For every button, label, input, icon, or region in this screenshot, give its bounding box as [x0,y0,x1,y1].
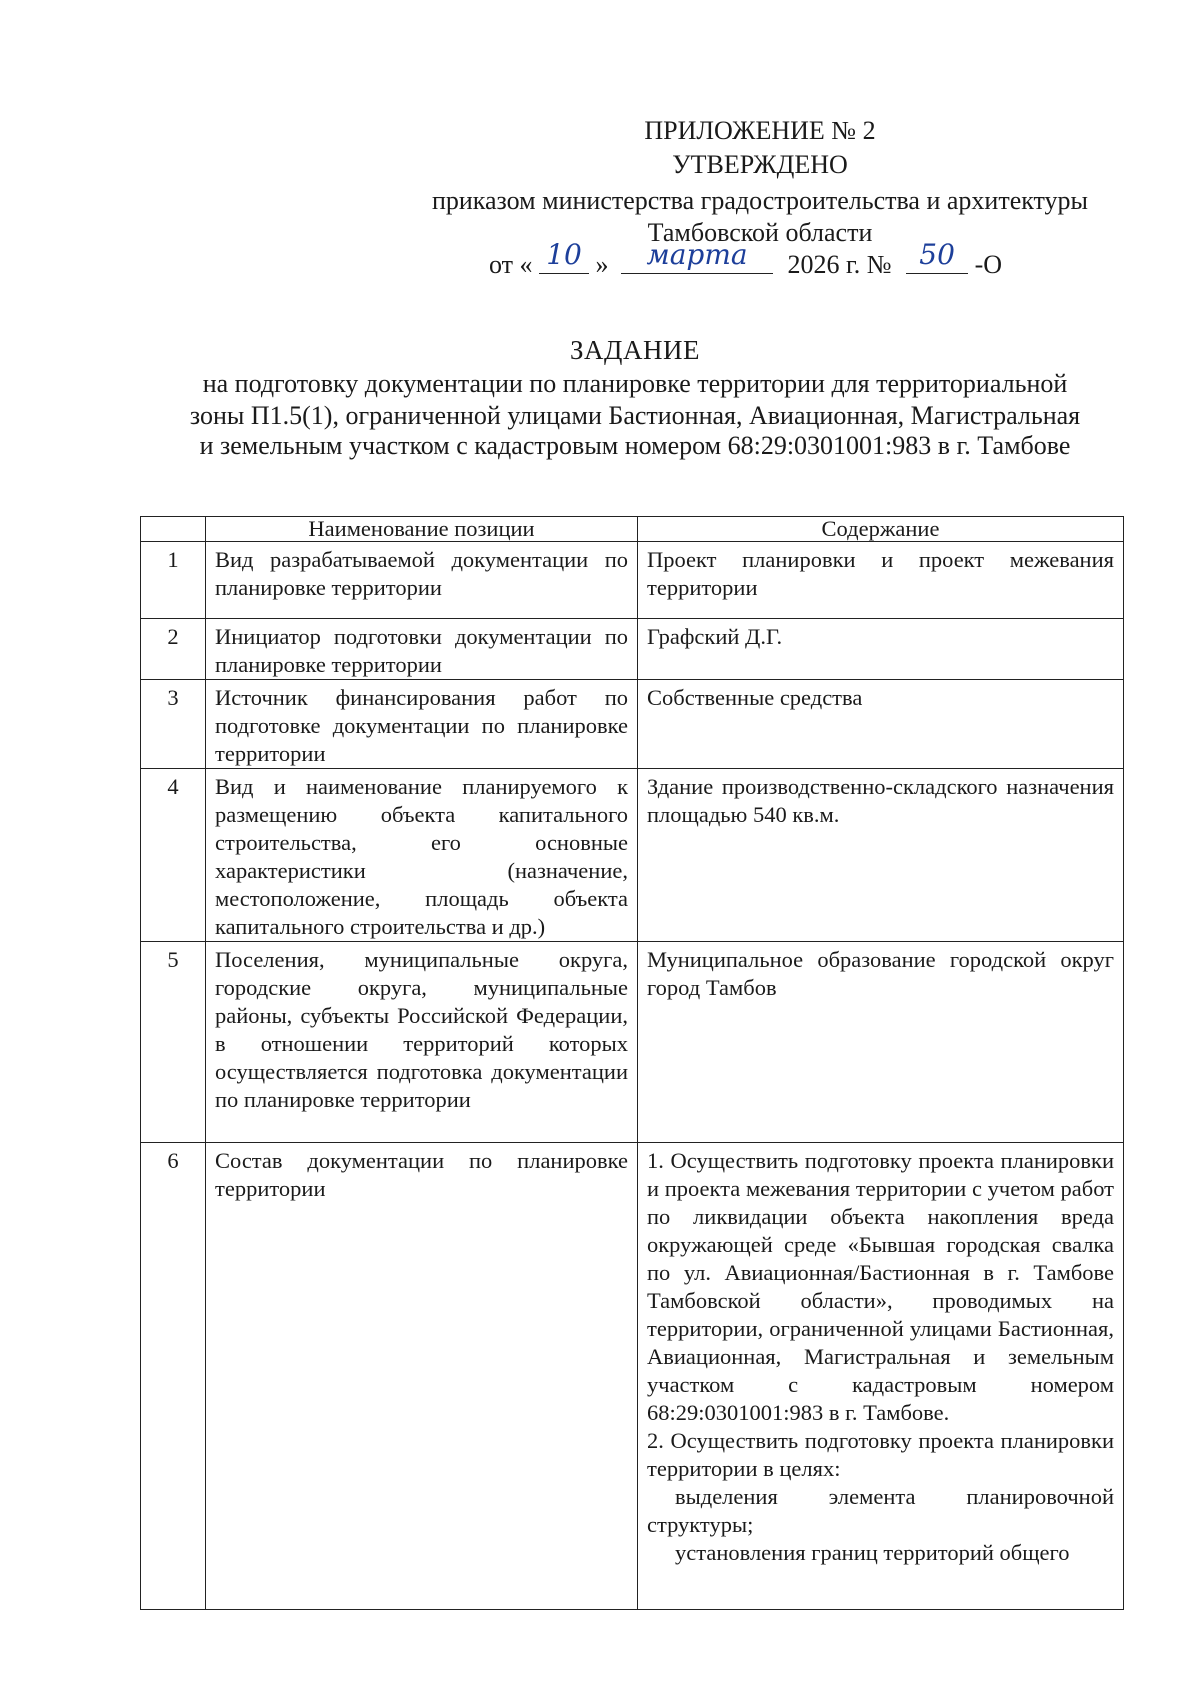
subtitle-line-2: зоны П1.5(1), ограниченной улицами Бастионная, Авиационная, Магистральная [189,401,1081,430]
handwritten-day: 10 [546,238,582,271]
row-name: Поселения, муниципальные округа, городские округа, муниципальные районы, субъекты Российской Федерации, в отношении территорий которых осуществляется подготовка документации по планировке территории [206,942,638,1143]
header-position-name: Наименование позиции [206,517,638,542]
region-name: Тамбовской области [647,218,873,247]
date-prefix: от « [489,250,533,279]
row-number: 5 [141,942,206,1143]
row-name: Вид разрабатываемой документации по планировке территории [206,542,638,619]
order-date-line [489,238,1003,290]
approval-stamp [380,148,1140,182]
row-number: 2 [141,619,206,680]
header-content: Содержание [638,517,1124,542]
content-paragraph-4: установления границ территорий общего [675,1540,1070,1565]
table-header-row [141,517,1124,542]
order-suffix: -О [974,250,1003,279]
table-row [141,1143,1124,1610]
header-number [141,517,206,542]
handwritten-order-number: 50 [919,238,955,271]
row-name: Состав документации по планировке территории [206,1143,638,1610]
table-row [141,619,1124,680]
content-paragraph-2: 2. Осуществить подготовку проекта планировки территории в целях: [647,1428,1114,1481]
content-paragraph-1: 1. Осуществить подготовку проекта планировки и проекта межевания территории с учетом работ по ликвидации объекта накопления вреда окружающей среде «Бывшая городская свалка по ул. Авиационная/Бастионная в г. Тамбове Тамбовской области», проводимых на территории, ограниченной улицами Бастионная, Авиационная, Магистральная и земельным участком с кадастровым номером 68:29:0301001:983 в г. Тамбове. [647,1148,1114,1425]
row-content [638,1143,1124,1610]
row-name: Источник финансирования работ по подготовке документации по планировке территории [206,680,638,769]
row-number: 6 [141,1143,206,1610]
annex-label: ПРИЛОЖЕНИЕ № 2 [644,116,876,145]
date-mid: » [595,250,609,279]
table-row [141,542,1124,619]
subtitle-line-1: на подготовку документации по планировке территории для территориальной [202,369,1068,398]
row-name: Вид и наименование планируемого к размещению объекта капитального строительства, его основные характеристики (назначение, местоположение, площадь объекта капитального строительства и др.) [206,769,638,942]
handwritten-month: марта [646,238,748,271]
order-reference [380,184,1140,218]
row-content: Собственные средства [638,680,1124,769]
annex-number [380,114,1140,148]
subtitle-line-3: и земельным участком с кадастровым номером 68:29:0301001:983 в г. Тамбове [199,431,1071,460]
row-content: Здание производственно-складского назначения площадью 540 кв.м. [638,769,1124,942]
date-month-field [621,240,773,274]
table-row [141,769,1124,942]
row-content: Графский Д.Г. [638,619,1124,680]
row-number: 4 [141,769,206,942]
content-paragraph-3: выделения элемента планировочной структуры; [647,1484,1114,1537]
date-year: 2026 г. № [787,250,892,279]
date-day-field [539,240,589,274]
task-table [140,516,1124,1610]
table-row [141,942,1124,1143]
row-number: 1 [141,542,206,619]
order-text: приказом министерства градостроительства и архитектуры [431,186,1089,215]
order-number-field [906,240,968,274]
approved-label: УТВЕРЖДЕНО [672,150,848,179]
table-row [141,680,1124,769]
document-title: ЗАДАНИЕ [570,335,700,365]
row-name: Инициатор подготовки документации по планировке территории [206,619,638,680]
row-content: Проект планировки и проект межевания территории [638,542,1124,619]
row-number: 3 [141,680,206,769]
row-content: Муниципальное образование городской округ город Тамбов [638,942,1124,1143]
